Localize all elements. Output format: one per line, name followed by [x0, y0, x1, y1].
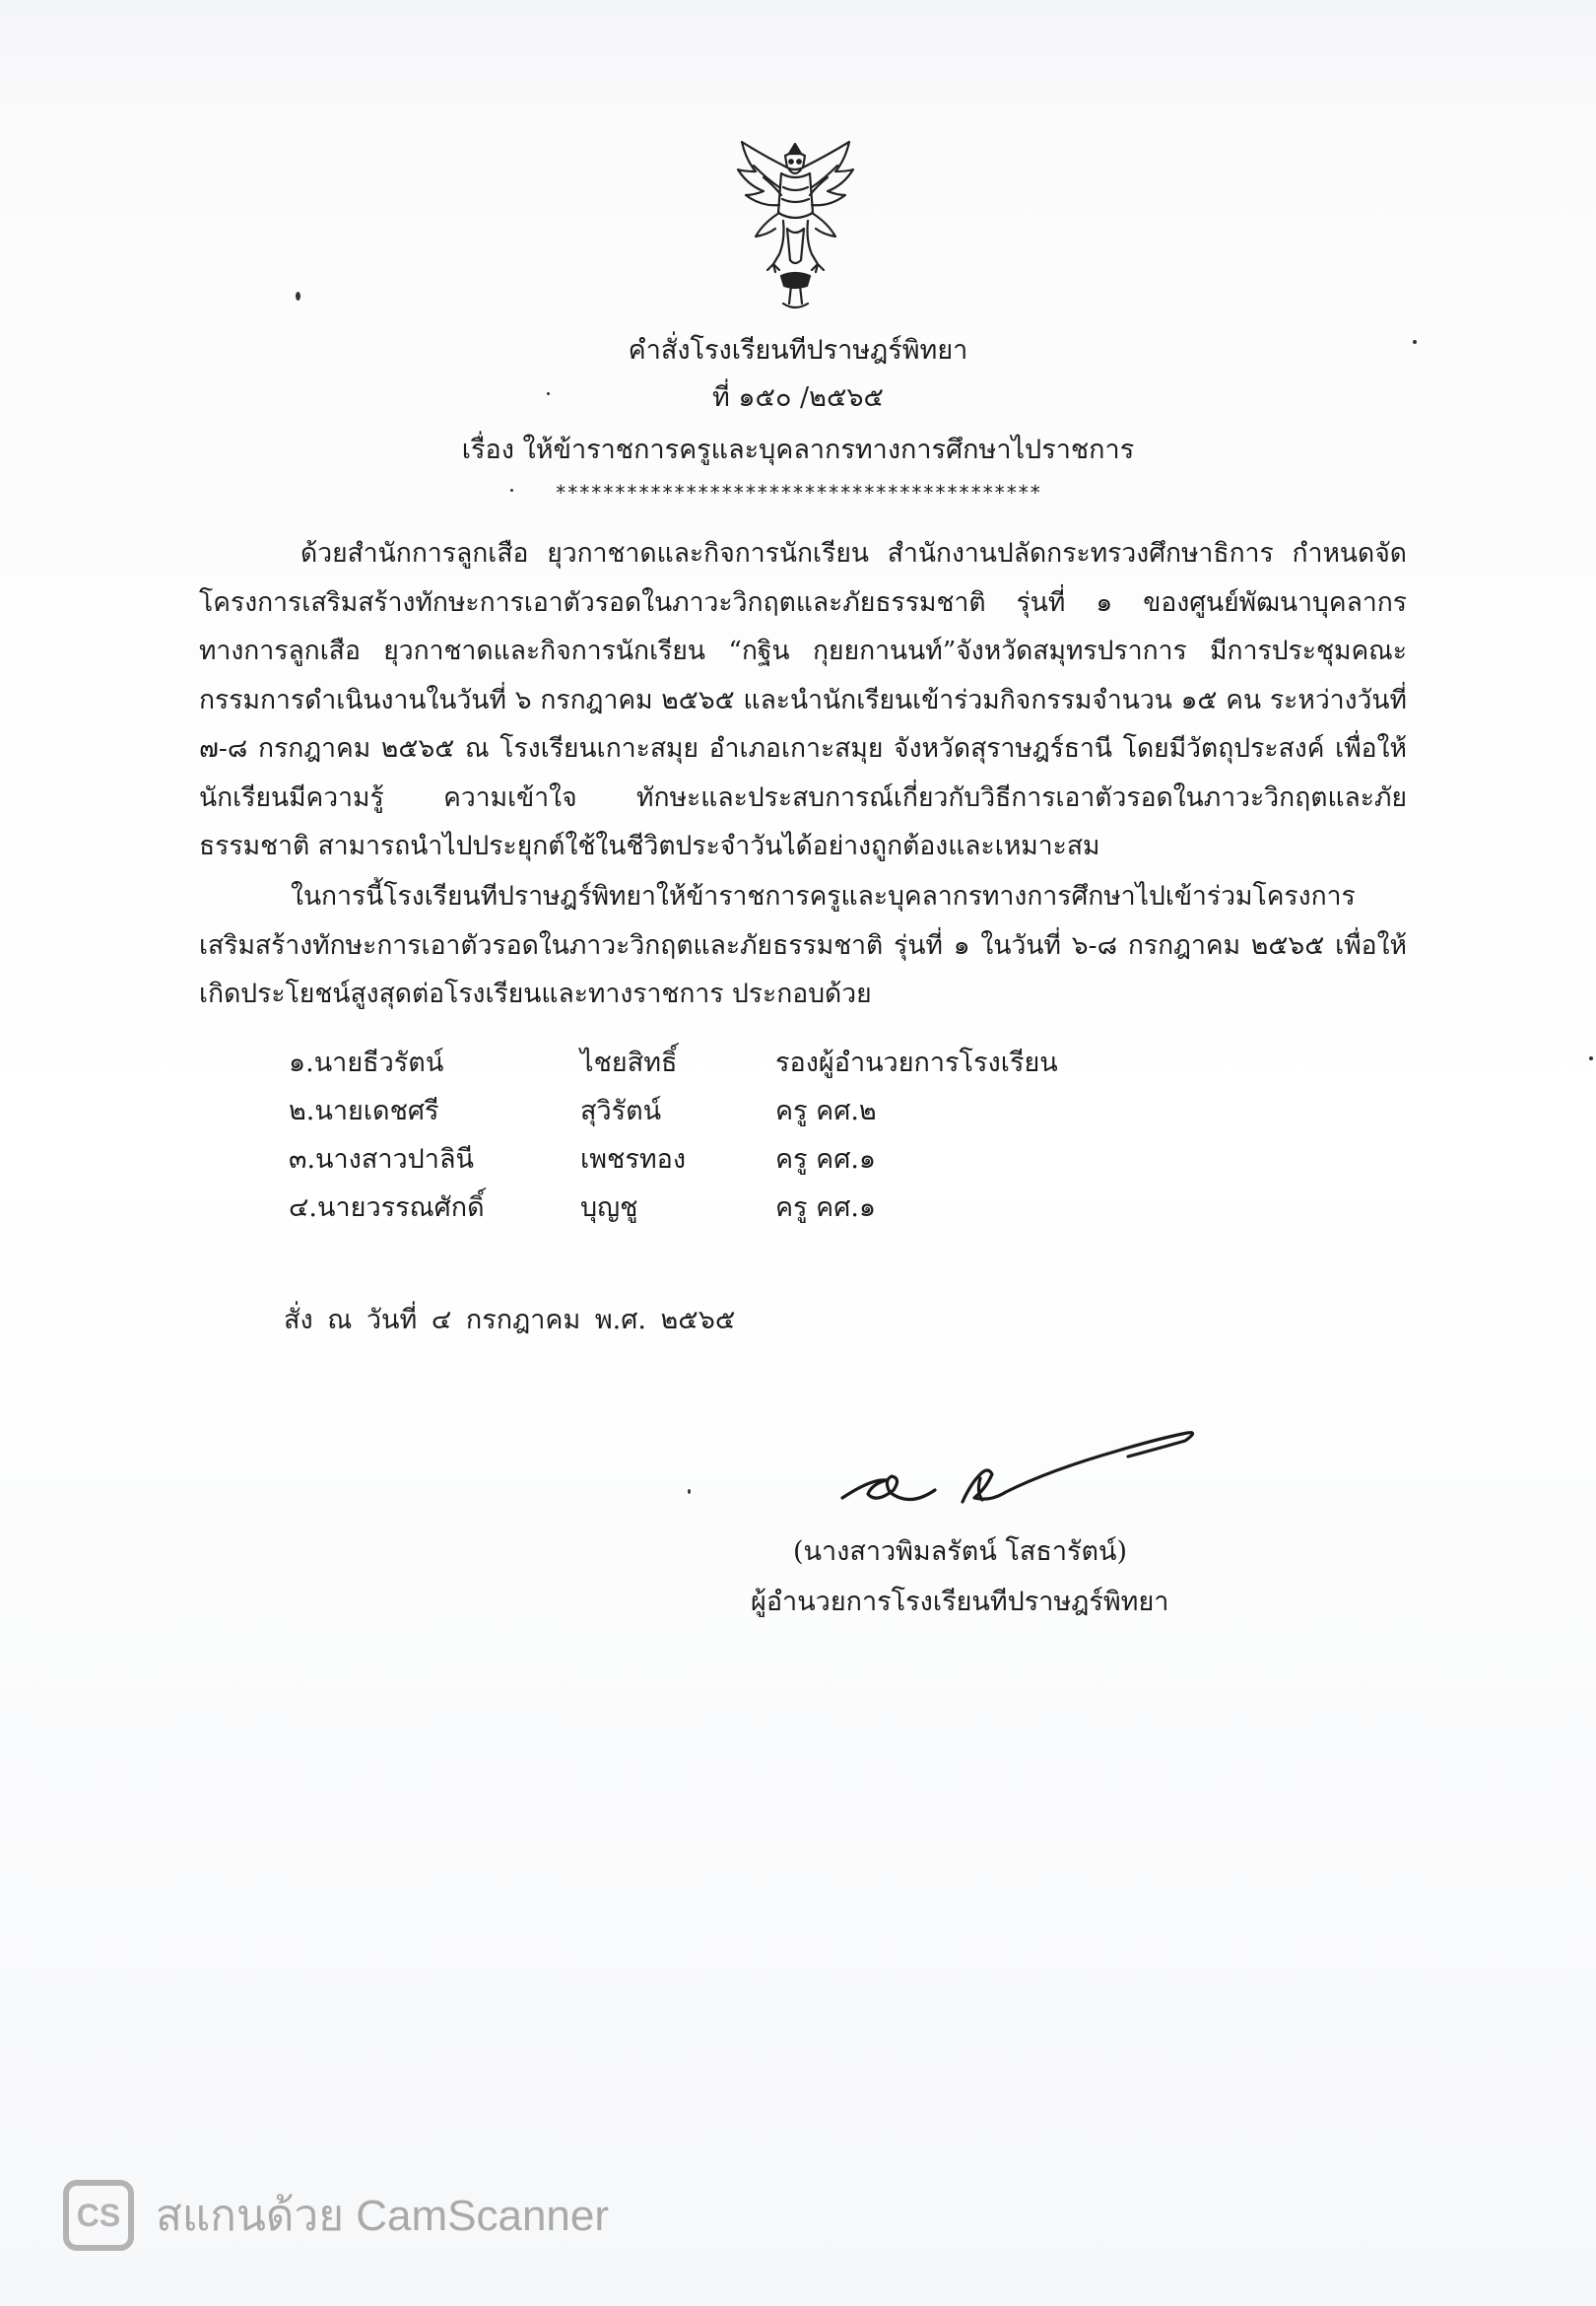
staff-first-name: ๑.นายธีวรัตน์: [289, 1048, 444, 1078]
separator-line: *****************************************: [555, 481, 1041, 505]
handwritten-signature: [832, 1419, 1207, 1518]
staff-position: ครู คศ.๒: [775, 1096, 877, 1126]
staff-first-name: ๔.นายวรรณศักดิ์: [289, 1192, 485, 1223]
order-number: ที่ ๑๕๐ /๒๕๖๕: [712, 382, 884, 413]
body-paragraph-1: ด้วยสำนักการลูกเสือ ยุวกาชาดและกิจการนักเรียน สำนักงานปลัดกระทรวงศึกษาธิการ กำหนดจัดโครงการเสริมสร้างทักษะการเอาตัวรอดในภาวะวิกฤตและภัยธรรมชาติ รุ่นที่ ๑ ของศูนย์พัฒนาบุคลากรทางการลูกเสือ ยุวกาชาดและกิจการนักเรียน “กฐิน กุยยกานนท์”จังหวัดสมุทรปราการ มีการประชุมคณะกรรมการดำเนินงานในวันที่ ๖ กรกฎาคม ๒๕๖๕ และนำนักเรียนเข้าร่วมกิจกรรมจำนวน ๑๕ คน ระหว่างวันที่ ๗-๘ กรกฎาคม ๒๕๖๕ ณ โรงเรียนเกาะสมุย อำเภอเกาะสมุย จังหวัดสุราษฎร์ธานี โดยมีวัตถุประสงค์ เพื่อให้นักเรียนมีความรู้ ความเข้าใจ ทักษะและประสบการณ์เกี่ยวกับวิธีการเอาตัวรอดในภาวะวิกฤตและภัยธรรมชาติ สามารถนำไปประยุกต์ใช้ในชีวิตประจำวันได้อย่างถูกต้องและเหมาะสม: [199, 538, 1407, 861]
signer-position: ผู้อำนวยการโรงเรียนทีปราษฎร์พิทยา: [751, 1587, 1169, 1617]
camscanner-watermark: [63, 2180, 609, 2251]
scan-speck: [296, 292, 300, 301]
staff-position: รองผู้อำนวยการโรงเรียน: [775, 1048, 1058, 1078]
scan-speck: [688, 1489, 691, 1494]
staff-row: [289, 1039, 1169, 1087]
staff-last-name: สุวิรัตน์: [580, 1096, 662, 1126]
signer-name: (นางสาวพิมลรัตน์ โสธารัตน์): [793, 1536, 1128, 1567]
watermark-text: สแกนด้วย CamScanner: [156, 2192, 610, 2240]
order-subject: เรื่อง ให้ข้าราชการครูและบุคลากรทางการศึกษาไปราชการ: [461, 435, 1135, 465]
garuda-emblem-icon: [734, 138, 857, 315]
staff-list: [289, 1039, 1169, 1232]
staff-row: [289, 1184, 1169, 1232]
camscanner-logo-icon: CS: [63, 2180, 134, 2251]
staff-first-name: ๒.นายเดชศรี: [289, 1096, 439, 1126]
staff-position: ครู คศ.๑: [775, 1144, 877, 1175]
scan-speck: [1589, 1056, 1593, 1060]
staff-last-name: บุญชู: [580, 1192, 638, 1223]
staff-row: [289, 1087, 1169, 1135]
body-paragraph-2: ในการนี้โรงเรียนทีปราษฎร์พิทยาให้ข้าราชการครูและบุคลากรทางการศึกษาไปเข้าร่วมโครงการเสริมสร้างทักษะการเอาตัวรอดในภาวะวิกฤตและภัยธรรมชาติ รุ่นที่ ๑ ในวันที่ ๖-๘ กรกฎาคม ๒๕๖๕ เพื่อให้เกิดประโยชน์สูงสุดต่อโรงเรียนและทางราชการ ประกอบด้วย: [199, 881, 1407, 1009]
staff-position: ครู คศ.๑: [775, 1192, 877, 1223]
order-title: คำสั่งโรงเรียนทีปราษฎร์พิทยา: [628, 335, 968, 366]
staff-last-name: ไชยสิทธิ์: [580, 1048, 678, 1078]
staff-first-name: ๓.นางสาวปาลินี: [289, 1144, 474, 1175]
staff-row: [289, 1135, 1169, 1184]
staff-last-name: เพชรทอง: [580, 1144, 687, 1175]
order-date: สั่ง ณ วันที่ ๔ กรกฎาคม พ.ศ. ๒๕๖๕: [284, 1305, 736, 1335]
